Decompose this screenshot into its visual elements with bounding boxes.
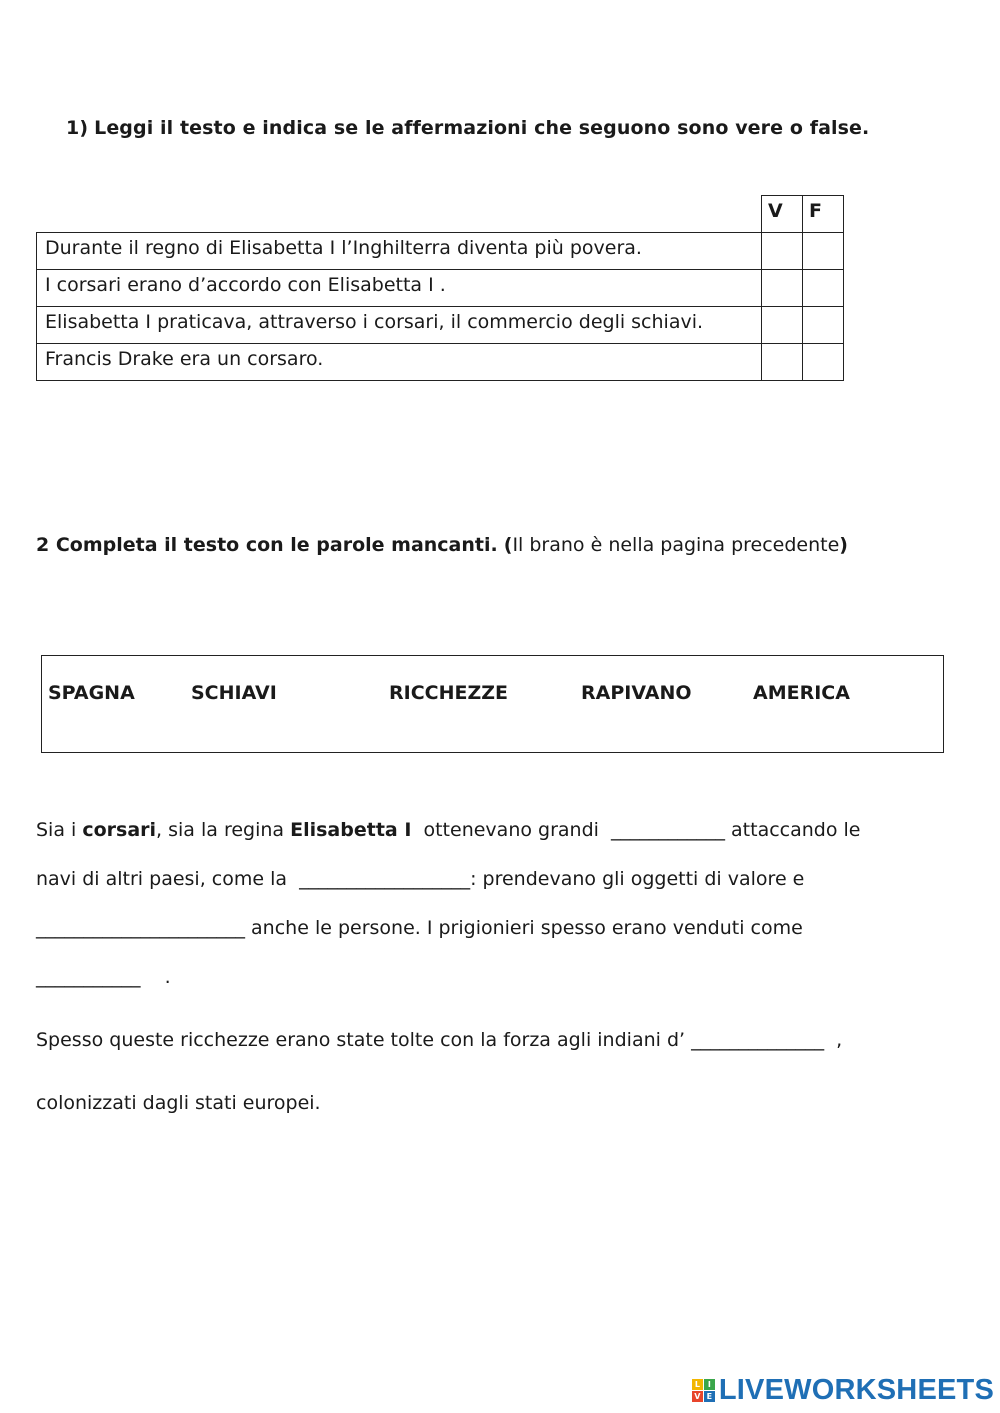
statement-text: I corsari erano d’accordo con Elisabetta I . [37, 270, 762, 307]
statement-text: Elisabetta I praticava, attraverso i corsari, il commercio degli schiavi. [37, 307, 762, 344]
false-answer-box[interactable] [803, 307, 844, 344]
cloze-line-5 [36, 1029, 842, 1051]
table-header-row [37, 196, 844, 233]
exercise-2-instructions: 2 Completa il testo con le parole mancanti. [36, 534, 498, 556]
text-fragment: . [140, 966, 171, 988]
liveworksheets-logo[interactable] [692, 1374, 994, 1407]
false-answer-box[interactable] [803, 233, 844, 270]
cloze-line-2 [36, 868, 804, 890]
exercise-1-number: 1) [66, 117, 89, 139]
blank-field[interactable]: ______________ [691, 1029, 825, 1051]
false-answer-box[interactable] [803, 270, 844, 307]
statement-text: Durante il regno di Elisabetta I l’Inghilterra diventa più povera. [37, 233, 762, 270]
table-row [37, 307, 844, 344]
text-fragment: , [824, 1029, 843, 1051]
logo-badge-letter: V [692, 1391, 703, 1402]
text-fragment: colonizzati dagli stati europei. [36, 1092, 321, 1114]
text-fragment: anche le persone. I prigionieri spesso erano venduti come [245, 917, 803, 939]
table-row [37, 270, 844, 307]
text-bold-elisabetta: Elisabetta I [290, 819, 412, 841]
true-answer-box[interactable] [762, 307, 803, 344]
cloze-line-3 [36, 917, 803, 939]
exercise-1-instructions: Leggi il testo e indica se le affermazioni che seguono sono vere o false. [94, 117, 870, 139]
exercise-1-title [66, 117, 869, 139]
word-bank-item: RAPIVANO [581, 682, 692, 704]
blank-field[interactable]: __________________ [299, 868, 471, 890]
cloze-line-6 [36, 1092, 321, 1114]
word-bank-item: AMERICA [753, 682, 850, 704]
blank-field[interactable]: ______________________ [36, 917, 245, 939]
false-answer-box[interactable] [803, 344, 844, 381]
statement-text: Francis Drake era un corsaro. [37, 344, 762, 381]
text-bold-corsari: corsari [82, 819, 157, 841]
text-fragment: attaccando le [725, 819, 861, 841]
text-fragment: ottenevano grandi [411, 819, 611, 841]
text-fragment: Spesso queste ricchezze erano state tolte con la forza agli indiani d’ [36, 1029, 692, 1051]
true-answer-box[interactable] [762, 233, 803, 270]
header-blank-cell [37, 196, 762, 233]
true-answer-box[interactable] [762, 344, 803, 381]
cloze-line-4 [36, 966, 171, 988]
text-fragment: navi di altri paesi, come la [36, 868, 300, 890]
word-bank-item: SPAGNA [48, 682, 135, 704]
true-answer-box[interactable] [762, 270, 803, 307]
text-fragment: : prendevano gli oggetti di valore e [470, 868, 805, 890]
header-false: F [803, 196, 844, 233]
word-bank [41, 655, 944, 753]
blank-field[interactable]: ___________ [36, 966, 141, 988]
header-true: V [762, 196, 803, 233]
cloze-line-1 [36, 819, 861, 841]
table-row [37, 233, 844, 270]
blank-field[interactable]: ____________ [611, 819, 725, 841]
logo-badge-icon [692, 1379, 715, 1402]
logo-badge-letter: L [692, 1379, 703, 1390]
word-bank-item: SCHIAVI [191, 682, 277, 704]
logo-text: LIVEWORKSHEETS [718, 1374, 994, 1406]
logo-badge-letter: I [704, 1379, 715, 1390]
text-fragment: Sia i [36, 819, 83, 841]
paren-close: ) [839, 534, 848, 556]
logo-badge-letter: E [704, 1391, 715, 1402]
paren-open: ( [503, 534, 513, 556]
table-row [37, 344, 844, 381]
word-bank-item: RICCHEZZE [389, 682, 509, 704]
text-fragment: , sia la regina [156, 819, 291, 841]
true-false-table [36, 195, 844, 381]
exercise-2-subtitle: Il brano è nella pagina precedente [512, 534, 840, 556]
exercise-2-title [36, 534, 848, 556]
